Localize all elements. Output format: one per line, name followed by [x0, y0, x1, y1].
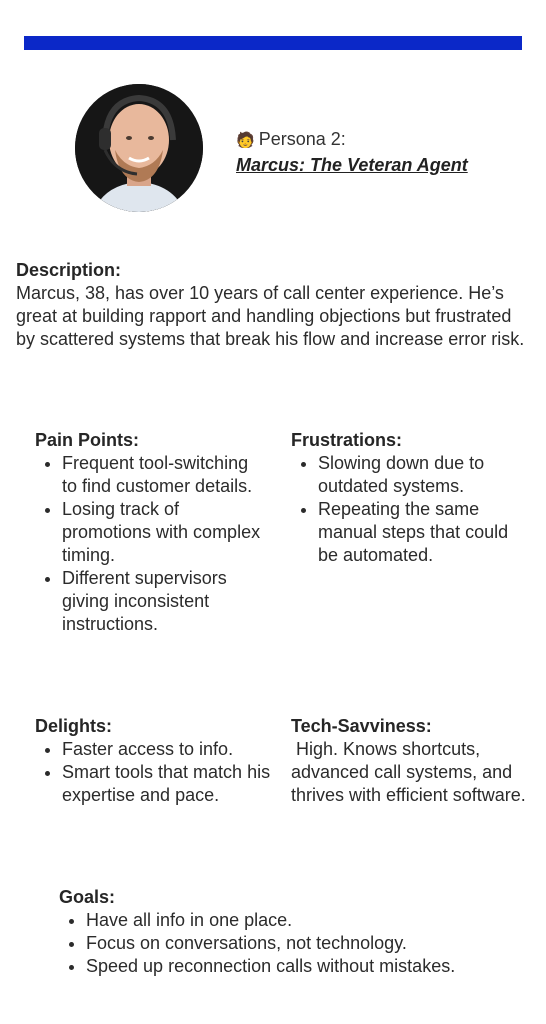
avatar — [75, 84, 203, 212]
description-text: Marcus, 38, has over 10 years of call center experience. He’s great at building rapport and handling objections but frustrated by scattered systems that break his flow and increase error risk. — [16, 283, 525, 349]
pain-points-list — [35, 452, 265, 636]
pain-points-section — [35, 429, 265, 636]
list-item: • Frequent tool-switching to find customer details. — [62, 452, 265, 498]
person-emoji-icon: 🧑 — [236, 132, 255, 149]
list-item: • Have all info in one place. — [86, 909, 529, 932]
header-accent-bar — [24, 36, 522, 50]
description-heading: Description: — [16, 260, 122, 280]
frustrations-heading: Frustrations: — [291, 430, 403, 450]
persona-photo — [75, 84, 203, 212]
delights-heading: Delights: — [35, 716, 113, 736]
persona-title — [236, 127, 468, 177]
delights-list — [35, 738, 275, 807]
goals-section — [59, 886, 529, 978]
pain-points-heading: Pain Points: — [35, 430, 140, 450]
persona-number: Persona 2: — [258, 129, 346, 149]
list-item: • Smart tools that match his expertise and pace. — [62, 761, 275, 807]
list-item: • Different supervisors giving inconsistent instructions. — [62, 567, 265, 636]
list-item: • Focus on conversations, not technology. — [86, 932, 529, 955]
frustrations-list — [291, 452, 531, 567]
tech-savviness-heading: Tech-Savviness: — [291, 716, 432, 736]
list-item: • Speed up reconnection calls without mistakes. — [86, 955, 529, 978]
description-section — [16, 259, 531, 351]
goals-heading: Goals: — [59, 887, 116, 907]
goals-list — [59, 909, 529, 978]
list-item: • Faster access to info. — [62, 738, 275, 761]
tech-savviness-section — [291, 715, 531, 807]
list-item: • Repeating the same manual steps that could be automated. — [318, 498, 531, 567]
list-item: • Slowing down due to outdated systems. — [318, 452, 531, 498]
tech-savviness-text: High. Knows shortcuts, advanced call systems, and thrives with efficient software. — [291, 739, 526, 805]
list-item: • Losing track of promotions with complex timing. — [62, 498, 265, 567]
delights-section — [35, 715, 275, 807]
frustrations-section — [291, 429, 531, 567]
persona-name: Marcus: The Veteran Agent — [236, 155, 468, 175]
